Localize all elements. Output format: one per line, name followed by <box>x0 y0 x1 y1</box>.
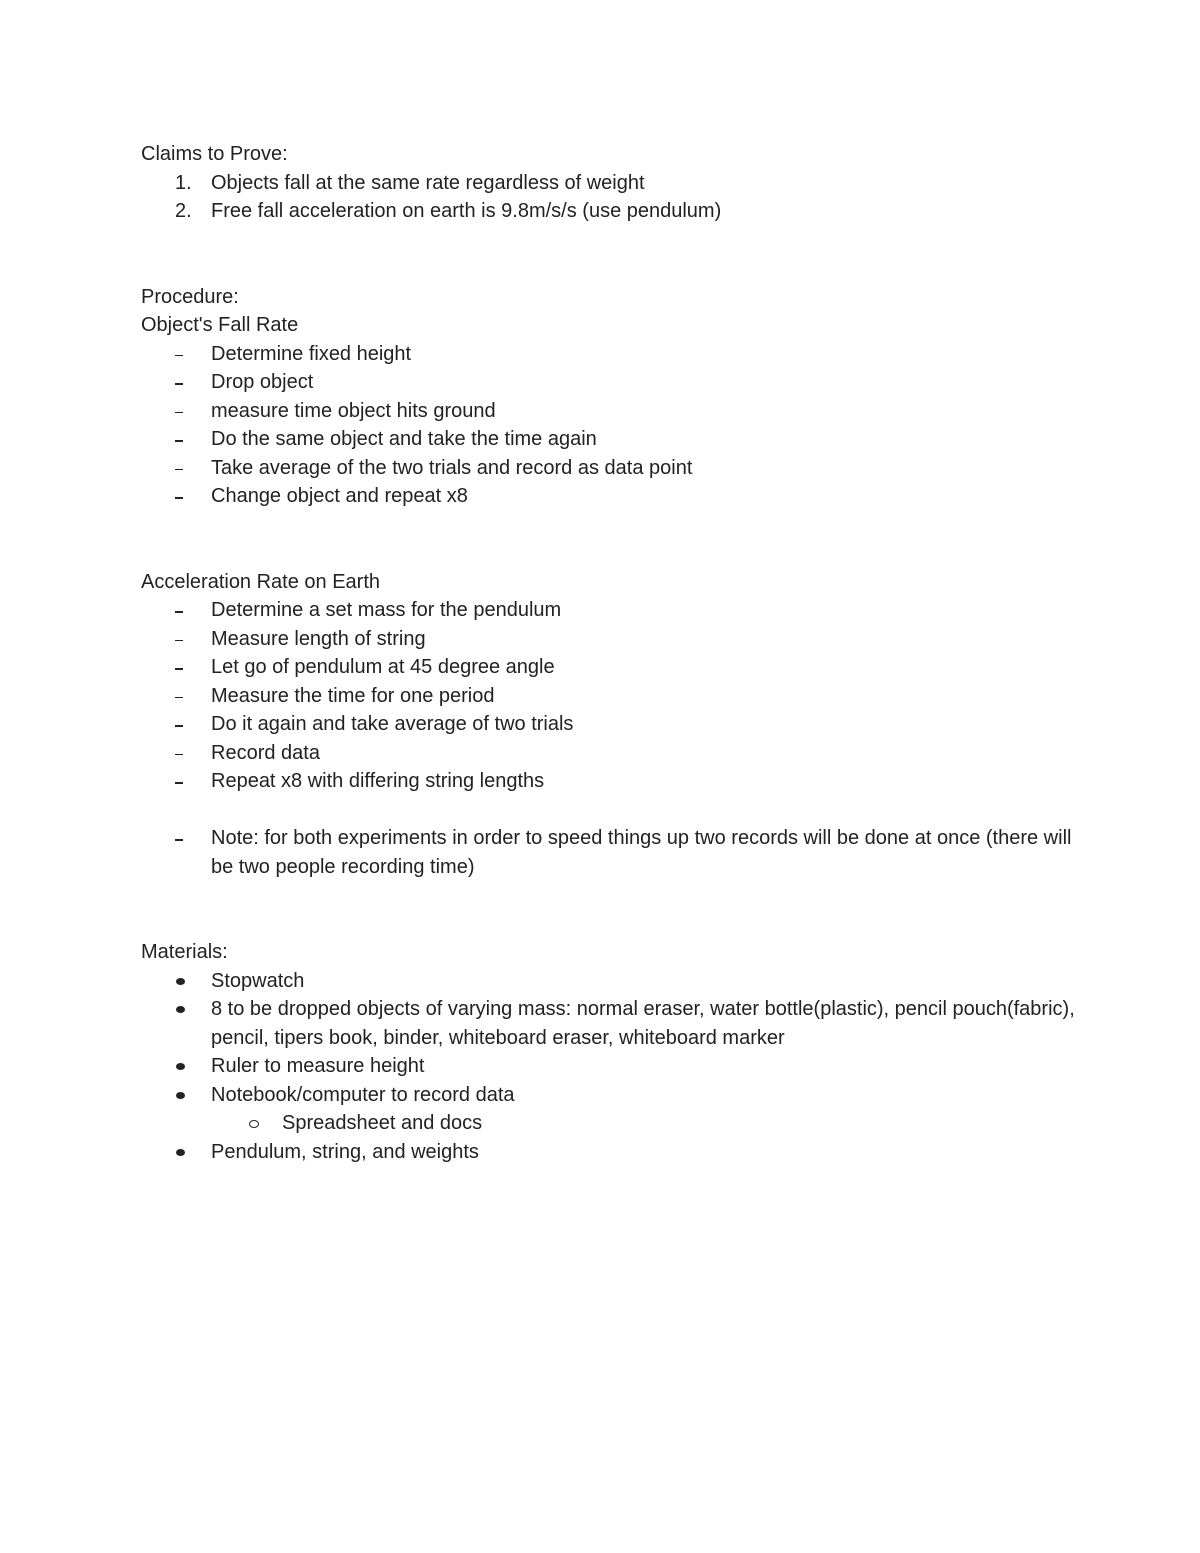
dash-icon <box>175 611 183 613</box>
material-text: Notebook/computer to record data <box>211 1083 515 1106</box>
step-text: Record data <box>211 741 320 764</box>
procedure-step <box>141 767 1081 796</box>
material-item <box>141 967 1081 996</box>
claim-number: 1. <box>175 171 192 194</box>
dash-icon <box>175 668 183 670</box>
materials-heading: Materials: <box>141 941 228 963</box>
dash-icon <box>175 497 183 499</box>
note-text: Note: for both experiments in order to speed things up two records will be done at once (there will be two people recording time) <box>211 827 1072 878</box>
claim-text: Objects fall at the same rate regardless of weight <box>211 171 645 194</box>
dash-icon <box>175 412 183 414</box>
document-page <box>141 140 1081 1166</box>
step-text: Determine a set mass for the pendulum <box>211 599 562 621</box>
material-text: Pendulum, string, and weights <box>211 1140 479 1163</box>
material-item <box>141 995 1081 1052</box>
step-text: Measure the time for one period <box>211 684 495 707</box>
procedure-step <box>141 397 1081 426</box>
step-text: Do it again and take average of two trials <box>211 713 574 735</box>
procedure-step <box>141 454 1081 483</box>
procedure-step <box>141 739 1081 768</box>
step-text: measure time object hits ground <box>211 399 496 422</box>
dash-icon <box>175 440 183 442</box>
claim-number: 2. <box>175 200 192 222</box>
dash-icon <box>175 782 183 784</box>
material-item <box>141 1052 1081 1081</box>
claim-text: Free fall acceleration on earth is 9.8m/s/s (use pendulum) <box>211 200 722 222</box>
step-text: Change object and repeat x8 <box>211 485 468 507</box>
bullet-icon <box>176 978 185 985</box>
material-item <box>141 1081 1081 1110</box>
material-sub-text: Spreadsheet and docs <box>282 1112 483 1134</box>
material-text: Stopwatch <box>211 969 305 992</box>
material-sub-item <box>141 1109 1081 1138</box>
bullet-icon <box>176 1006 185 1013</box>
step-text: Do the same object and take the time again <box>211 428 597 450</box>
step-text: Let go of pendulum at 45 degree angle <box>211 656 555 678</box>
claims-heading: Claims to Prove: <box>141 143 288 165</box>
dash-icon <box>175 383 183 385</box>
procedure-step <box>141 596 1081 625</box>
procedure-note <box>141 824 1081 881</box>
dash-icon <box>175 725 183 727</box>
procedure-step <box>141 710 1081 739</box>
bullet-icon <box>176 1092 185 1099</box>
step-text: Determine fixed height <box>211 342 412 365</box>
procedure-heading: Procedure: <box>141 285 239 308</box>
material-text: 8 to be dropped objects of varying mass: normal eraser, water bottle(plastic), pencil pouch(fabric), pencil, tipers book, binder, whiteboard eraser, whiteboard marker <box>211 998 1075 1049</box>
material-item <box>141 1138 1081 1167</box>
step-text: Take average of the two trials and record as data point <box>211 456 693 479</box>
dash-icon <box>175 640 183 642</box>
dash-icon <box>175 697 183 699</box>
dash-icon <box>175 355 183 357</box>
procedure-step <box>141 425 1081 454</box>
bullet-icon <box>176 1149 185 1156</box>
material-text: Ruler to measure height <box>211 1055 425 1077</box>
procedure-step <box>141 625 1081 654</box>
claim-item <box>141 169 1081 198</box>
hollow-bullet-icon <box>249 1120 259 1128</box>
procedure-step <box>141 682 1081 711</box>
step-text: Measure length of string <box>211 627 426 650</box>
procedure-step <box>141 482 1081 511</box>
step-text: Drop object <box>211 371 314 393</box>
procedure-step <box>141 368 1081 397</box>
bullet-icon <box>176 1063 185 1070</box>
acceleration-subheading: Acceleration Rate on Earth <box>141 570 381 593</box>
dash-icon <box>175 469 183 471</box>
step-text: Repeat x8 with differing string lengths <box>211 770 545 792</box>
procedure-step <box>141 340 1081 369</box>
procedure-step <box>141 653 1081 682</box>
fall-rate-subheading: Object's Fall Rate <box>141 314 299 336</box>
claim-item <box>141 197 1081 226</box>
dash-icon <box>175 754 183 756</box>
dash-icon <box>175 839 183 841</box>
